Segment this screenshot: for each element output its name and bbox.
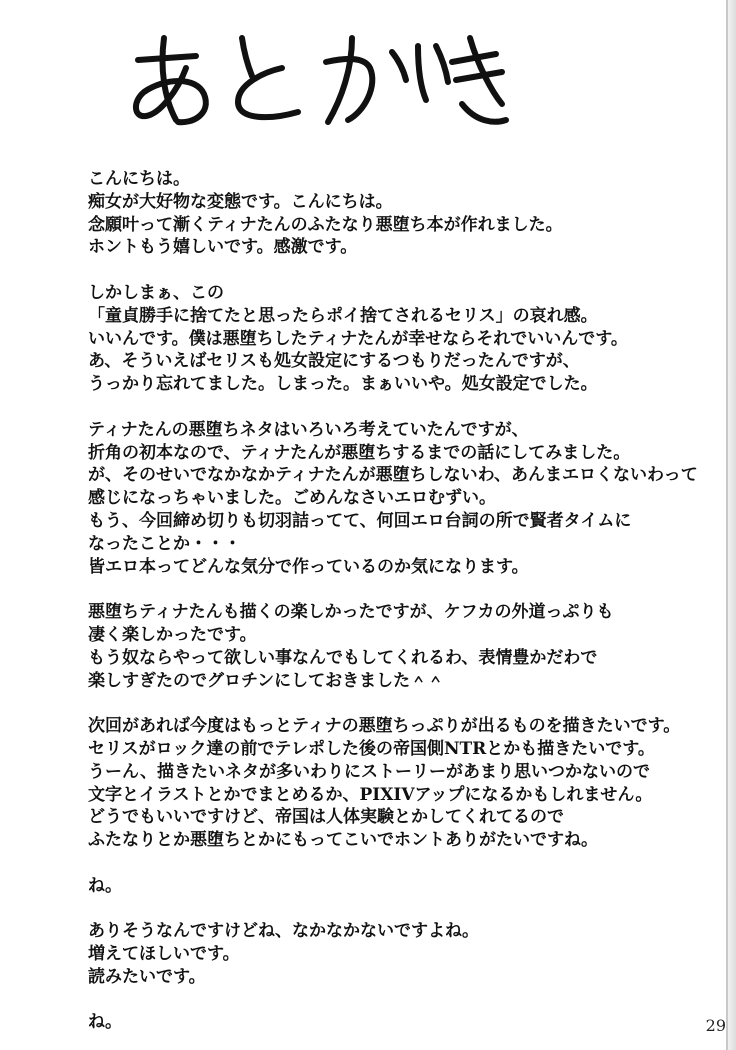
text-line: が、そのせいでなかなかティナたんが悪堕ちしないわ、あんまエロくないわって: [88, 465, 698, 486]
stroke-ki-4: [462, 104, 506, 122]
text-line: 増えてほしいです。: [88, 944, 240, 965]
handwritten-heading-drawing: [130, 28, 510, 128]
paragraph-gap: [88, 989, 708, 1012]
text-line: ありそうなんですけどね、なかなかないですよね。: [88, 921, 479, 942]
text-line: もう、今回締め切りも切羽詰ってて、何回エロ台詞の所で賢者タイムに: [88, 510, 632, 531]
text-line: ふたなりとか悪堕ちとかにもってこいでホントありがたいですね。: [88, 830, 598, 851]
text-line: もう奴ならやって欲しい事なんでもしてくれるわ、表情豊かだわで: [88, 647, 598, 668]
handwritten-heading: [130, 28, 510, 128]
stroke-ka-3: [392, 52, 406, 80]
text-line: あ、そういえばセリスも処女設定にするつもりだったんですが、: [88, 351, 580, 372]
stroke-ki-2: [456, 72, 502, 80]
text-line: 楽しすぎたのでグロチンにしておきました＾＾: [88, 670, 445, 691]
text-line: 悪堕ちティナたんも描くの楽しかったですが、ケフカの外道っぷりも: [88, 602, 614, 623]
text-line: 文字とイラストとかでまとめるか、PIXIVアップになるかもしれません。: [88, 784, 653, 805]
text-line: 次回があれば今度はもっとティナの悪堕ちっぷりが出るものを描きたいです。: [88, 716, 681, 737]
text-line: セリスがロック達の前でテレポした後の帝国側NTRとかも描きたいです。: [88, 738, 655, 759]
text-line: 感じになっちゃいました。ごめんなさいエロむずい。: [88, 488, 496, 509]
paragraph-gap: [88, 692, 708, 715]
text-line: 痴女が大好物な変態です。こんにちは。: [88, 191, 393, 212]
stroke-i-2: [436, 46, 448, 82]
stroke-to-1: [242, 38, 252, 76]
page-edge-shadow: [728, 0, 736, 1050]
text-line: こんにちは。: [88, 169, 190, 189]
text-line: ティナたんの悪堕ちネタはいろいろ考えていたんですが、: [88, 419, 529, 440]
stroke-a-1: [138, 56, 196, 60]
text-line: 読みたいです。: [88, 966, 206, 987]
stroke-i-1: [418, 46, 426, 100]
stroke-to-2: [238, 68, 298, 117]
text-line: いいんです。僕は悪堕ちしたティナたんが幸せならそれでいいんです。: [88, 328, 628, 349]
text-line: しかしまぁ、この: [88, 282, 224, 303]
text-line: どうでもいいですけど、帝国は人体実験とかしてくれてるので: [88, 807, 564, 828]
text-line: 折角の初本なので、ティナたんが悪堕ちするまでの話にしてみました。: [88, 442, 631, 463]
text-line: ね。: [88, 875, 122, 896]
text-line: ね。: [88, 1012, 122, 1033]
paragraph-gap: [88, 259, 708, 282]
paragraph-gap: [88, 578, 708, 601]
text-line: なったことか・・・: [88, 533, 241, 554]
text-line: 「童貞勝手に捨てたと思ったらポイ捨てされるセリス」の哀れ感。: [88, 305, 598, 326]
text-line: うっかり忘れてました。しまった。まぁいいや。処女設定でした。: [88, 374, 598, 395]
paragraph-gap: [88, 396, 708, 419]
text-line: 皆エロ本ってどんな気分で作っているのか気になります。: [88, 556, 529, 577]
text-line: うーん、描きたいネタが多いわりにストーリーがあまり思いつかないので: [88, 761, 651, 782]
paragraph-gap: [88, 898, 708, 921]
paragraph-gap: [88, 852, 708, 875]
page-edge-line: [726, 0, 728, 1050]
text-line: 凄く楽しかったです。: [88, 624, 257, 645]
page-number: 29: [705, 1016, 726, 1035]
text-line: 念願叶って漸くティナたんのふたなり悪堕ち本が作れました。: [88, 214, 563, 235]
afterword-body: [88, 168, 708, 1034]
stroke-ka-2: [328, 38, 352, 122]
text-line: ホントもう嬉しいです。感激です。: [88, 237, 358, 258]
